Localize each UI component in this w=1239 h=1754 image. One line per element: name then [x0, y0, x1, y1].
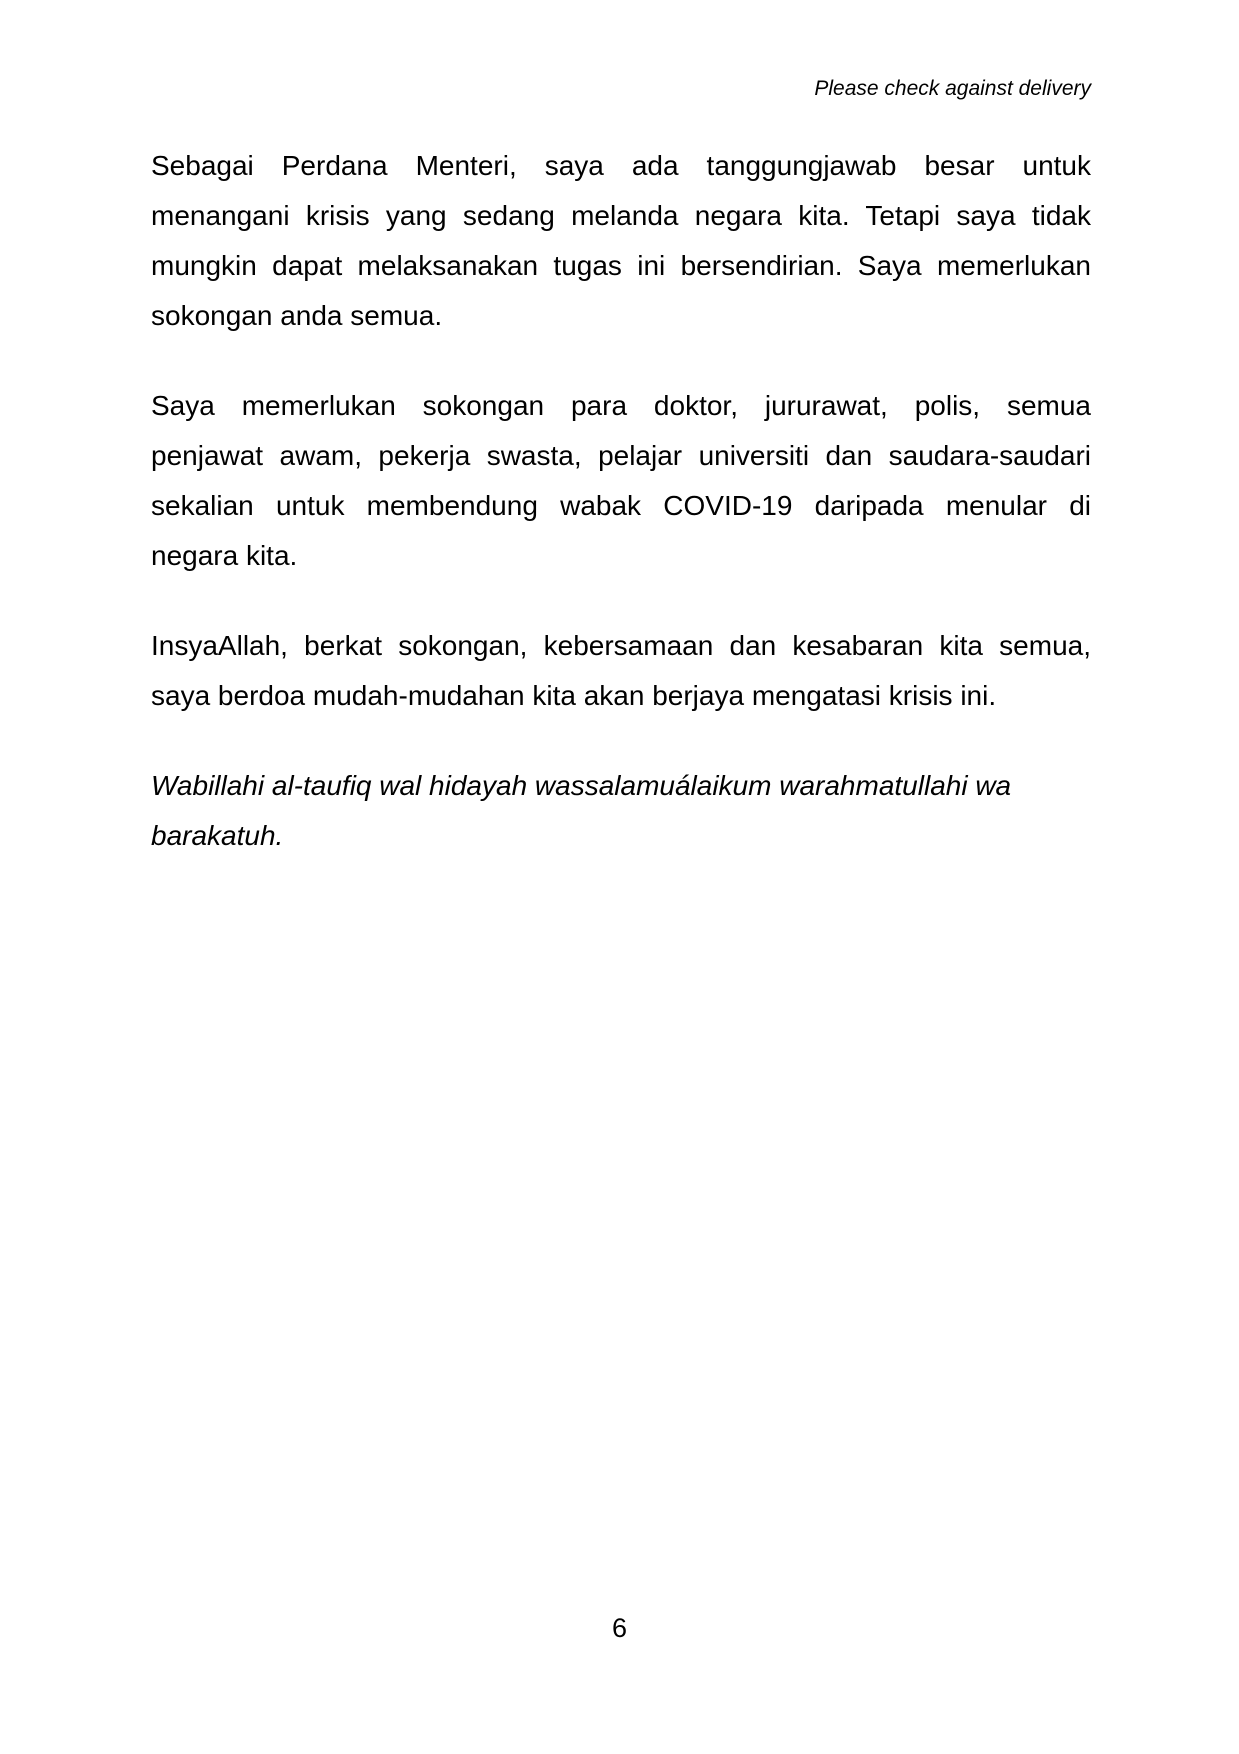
paragraph	[151, 381, 1091, 581]
paragraph	[151, 621, 1091, 721]
document-body	[151, 141, 1091, 901]
paragraph	[151, 761, 1091, 861]
page-number: 6	[611, 1613, 628, 1643]
text-line: penjawat awam, pekerja swasta, pelajar universiti dan saudara-saudari	[151, 440, 1091, 471]
text-line: barakatuh.	[151, 820, 284, 851]
text-line: Sebagai Perdana Menteri, saya ada tanggungjawab besar untuk	[151, 150, 1091, 181]
text-line: Wabillahi al-taufiq wal hidayah wassalamuálaikum warahmatullahi wa	[151, 770, 1012, 801]
text-line: Saya memerlukan sokongan para doktor, jururawat, polis, semua	[151, 390, 1091, 421]
text-line: menangani krisis yang sedang melanda negara kita. Tetapi saya tidak	[151, 200, 1091, 231]
text-line: negara kita.	[151, 540, 298, 571]
text-line: mungkin dapat melaksanakan tugas ini bersendirian. Saya memerlukan	[151, 250, 1091, 281]
header-note: Please check against delivery	[814, 77, 1091, 100]
text-line: InsyaAllah, berkat sokongan, kebersamaan dan kesabaran kita semua,	[151, 630, 1091, 661]
paragraph	[151, 141, 1091, 341]
text-line: sokongan anda semua.	[151, 300, 443, 331]
text-line: saya berdoa mudah-mudahan kita akan berjaya mengatasi krisis ini.	[151, 680, 997, 711]
text-line: sekalian untuk membendung wabak COVID-19 daripada menular di	[151, 490, 1091, 521]
